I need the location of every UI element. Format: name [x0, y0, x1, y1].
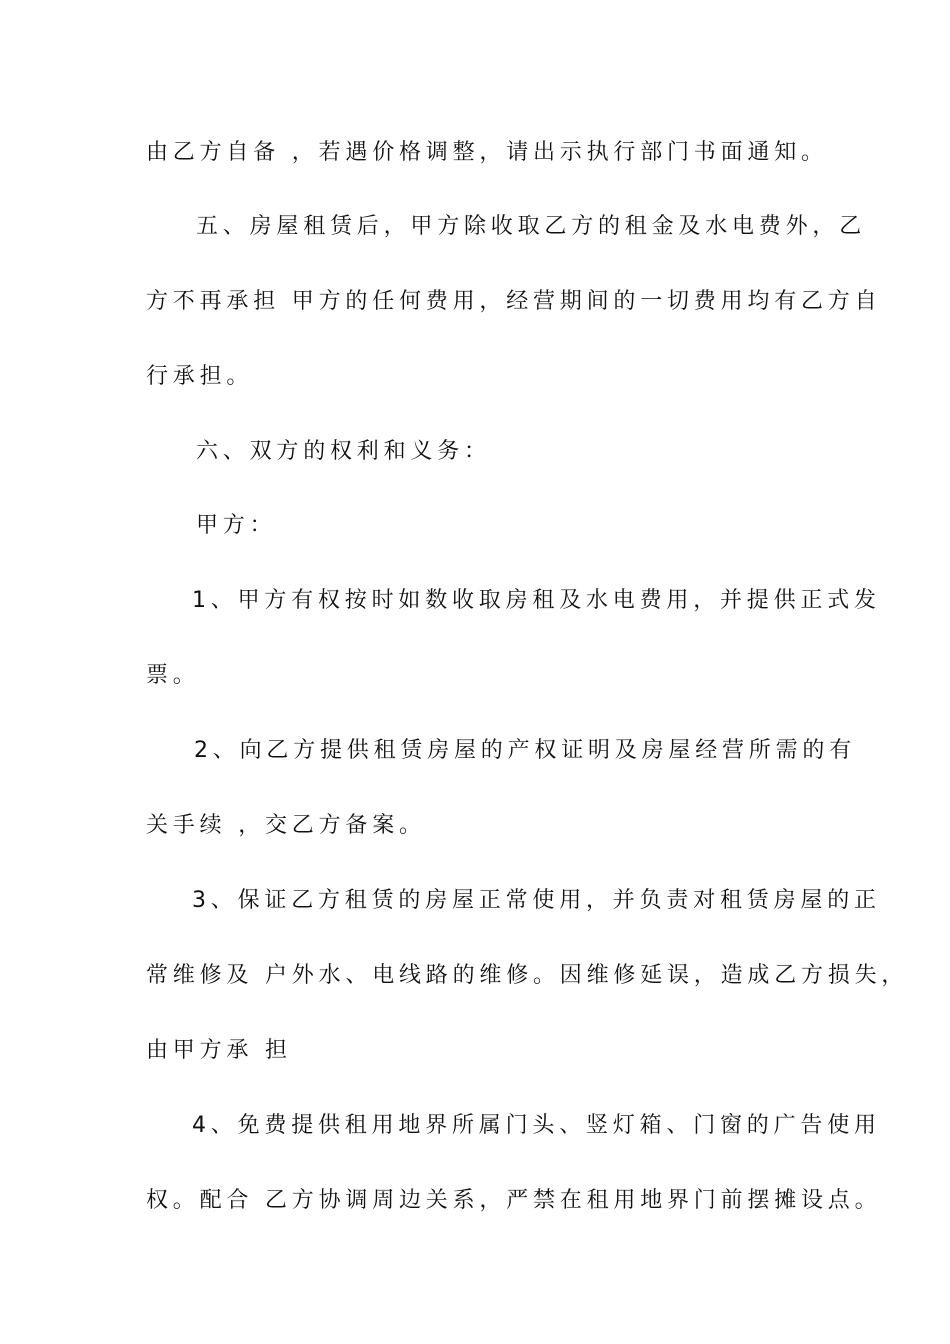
text-line-13: 由甲方承 担 [146, 1038, 292, 1063]
text-line-4: 行承担。 [146, 364, 254, 389]
text-line-2: 五、房屋租赁后，甲方除收取乙方的租金及水电费外，乙 [196, 214, 867, 239]
text-line-9: 2、向乙方提供租赁房屋的产权证明及房屋经营所需的有 [194, 738, 856, 763]
text-line-1: 由乙方自备 ，若遇价格调整，请出示执行部门书面通知。 [146, 140, 828, 165]
text-line-8: 票。 [146, 663, 200, 688]
party-a-heading: 甲方： [196, 513, 277, 538]
text-line-15: 权。配合 乙方协调周边关系，严禁在租用地界门前摆摊设点。 [146, 1188, 882, 1213]
section-heading-rights: 六、双方的权利和义务： [196, 439, 491, 464]
text-line-7: 1、甲方有权按时如数收取房租及水电费用，并提供正式发 [192, 588, 881, 613]
text-line-14: 4、免费提供租用地界所属门头、竖灯箱、门窗的广告使用 [192, 1113, 881, 1138]
text-line-10: 关手续 ，交乙方备案。 [146, 813, 426, 838]
text-line-11: 3、保证乙方租赁的房屋正常使用，并负责对租赁房屋的正 [192, 888, 881, 913]
text-line-3: 方不再承担 甲方的任何费用，经营期间的一切费用均有乙方自 [146, 289, 882, 314]
text-line-12: 常维修及 户外水、电线路的维修。因维修延误，造成乙方损失， [146, 963, 909, 988]
